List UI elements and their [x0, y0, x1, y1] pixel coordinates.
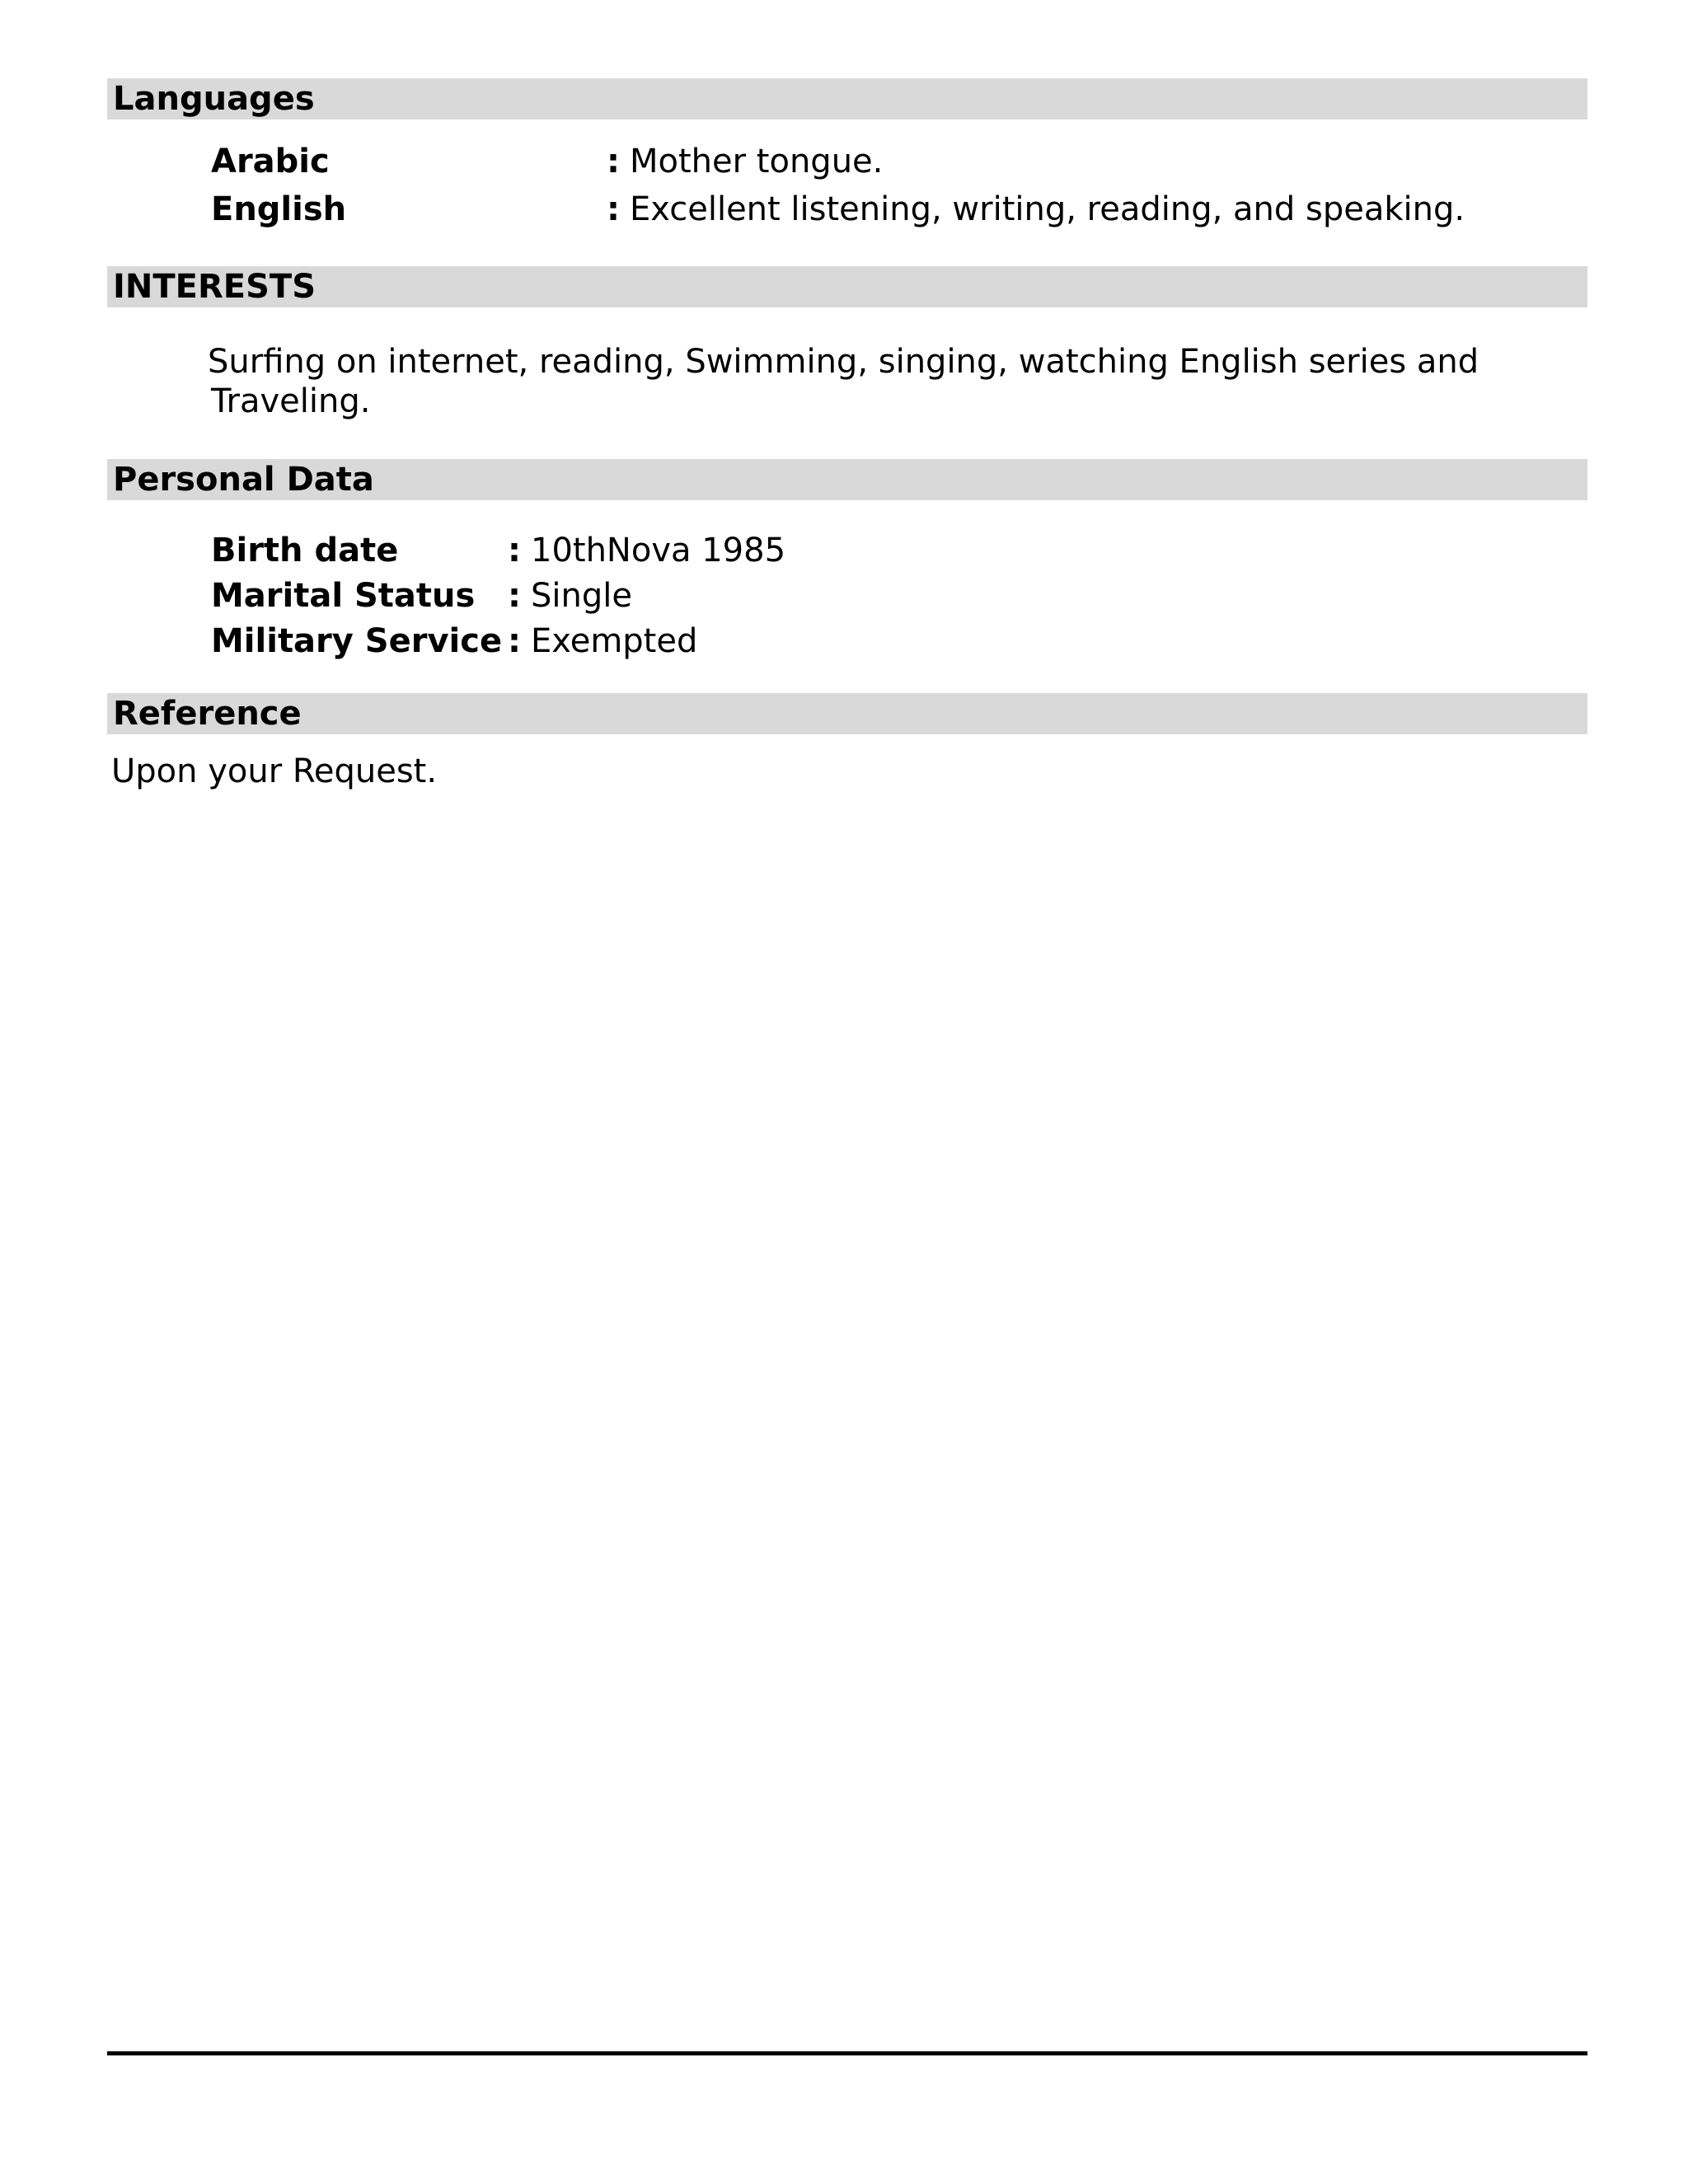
language-colon: :	[607, 190, 620, 228]
birth-date-value: 10thNova 1985	[531, 532, 786, 569]
language-colon: :	[607, 143, 620, 180]
interests-section-bar	[107, 266, 1587, 307]
reference-section-bar	[107, 693, 1587, 734]
footer-divider	[107, 2051, 1587, 2055]
interests-line-1: Surfing on internet, reading, Swimming, singing, watching English series and	[208, 343, 1479, 381]
birth-date-row	[508, 530, 785, 571]
interests-heading: INTERESTS	[113, 268, 316, 306]
language-value-arabic: Mother tongue.	[630, 143, 884, 180]
personal-colon: :	[508, 532, 521, 569]
military-service-label: Military Service	[211, 622, 503, 660]
reference-text: Upon your Request.	[111, 752, 438, 790]
languages-section-bar	[107, 78, 1587, 120]
language-value-arabic-row	[607, 141, 883, 182]
personal-data-heading: Personal Data	[113, 461, 374, 499]
language-name-arabic: Arabic	[211, 143, 330, 180]
language-name-english: English	[211, 190, 347, 228]
marital-status-value: Single	[531, 577, 632, 615]
personal-colon: :	[508, 577, 521, 615]
personal-colon: :	[508, 622, 521, 660]
marital-status-row	[508, 575, 632, 616]
marital-status-label: Marital Status	[211, 577, 476, 615]
military-service-row	[508, 621, 697, 662]
reference-heading: Reference	[113, 695, 302, 733]
birth-date-label: Birth date	[211, 532, 399, 569]
language-value-english-row	[607, 189, 1465, 230]
language-value-english: Excellent listening, writing, reading, and speaking.	[630, 190, 1465, 228]
interests-line-2: Traveling.	[211, 382, 371, 420]
military-service-value: Exempted	[531, 622, 698, 660]
languages-heading: Languages	[113, 80, 315, 118]
